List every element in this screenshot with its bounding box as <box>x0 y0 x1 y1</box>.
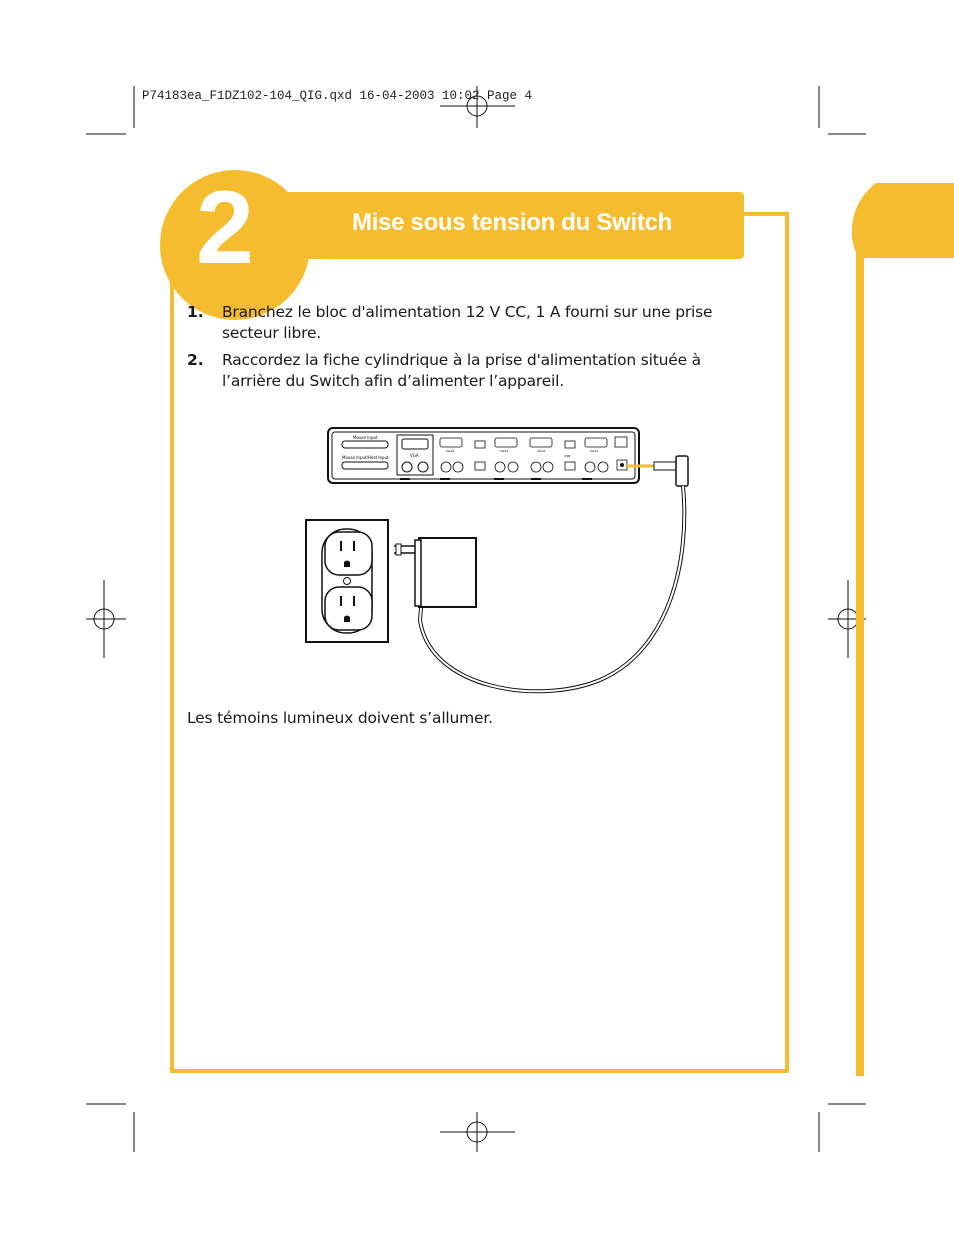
page-title: Mise sous tension du Switch <box>352 209 672 236</box>
print-slug: P74183ea_F1DZ102-104_QIG.qxd 16-04-2003 10:02 Page 4 <box>142 89 533 103</box>
step-badge-number: 2 <box>196 170 250 286</box>
step-2-number: 2. <box>187 351 204 369</box>
mouse-input-host-label: Mouse Input/Host Input <box>342 455 389 460</box>
wall-outlet <box>306 520 388 642</box>
led-note: Les témoins lumineux doivent s’allumer. <box>187 709 493 727</box>
power-adapter <box>394 538 476 607</box>
vga-label: VGA <box>410 453 419 458</box>
usb-label: USB <box>564 454 571 458</box>
step-1-number: 1. <box>187 303 204 321</box>
step-1-text: Branchez le bloc d'alimentation 12 V CC, 1 A fourni sur une prise secteur libre. <box>222 303 713 342</box>
step-2-text: Raccordez la fiche cylindrique à la prise d'alimentation située à l’arrière du Switch afin d’alimenter l’appareil. <box>222 351 701 390</box>
vga2-label: VGA2 <box>537 449 546 453</box>
vga3-label: VGA3 <box>500 449 509 453</box>
kvm-switch-rear-panel <box>328 428 639 483</box>
vga1-label: VGA1 <box>590 449 599 453</box>
mouse-input-label: Mouse Input <box>353 435 378 440</box>
vga4-label: VGA4 <box>446 449 455 453</box>
